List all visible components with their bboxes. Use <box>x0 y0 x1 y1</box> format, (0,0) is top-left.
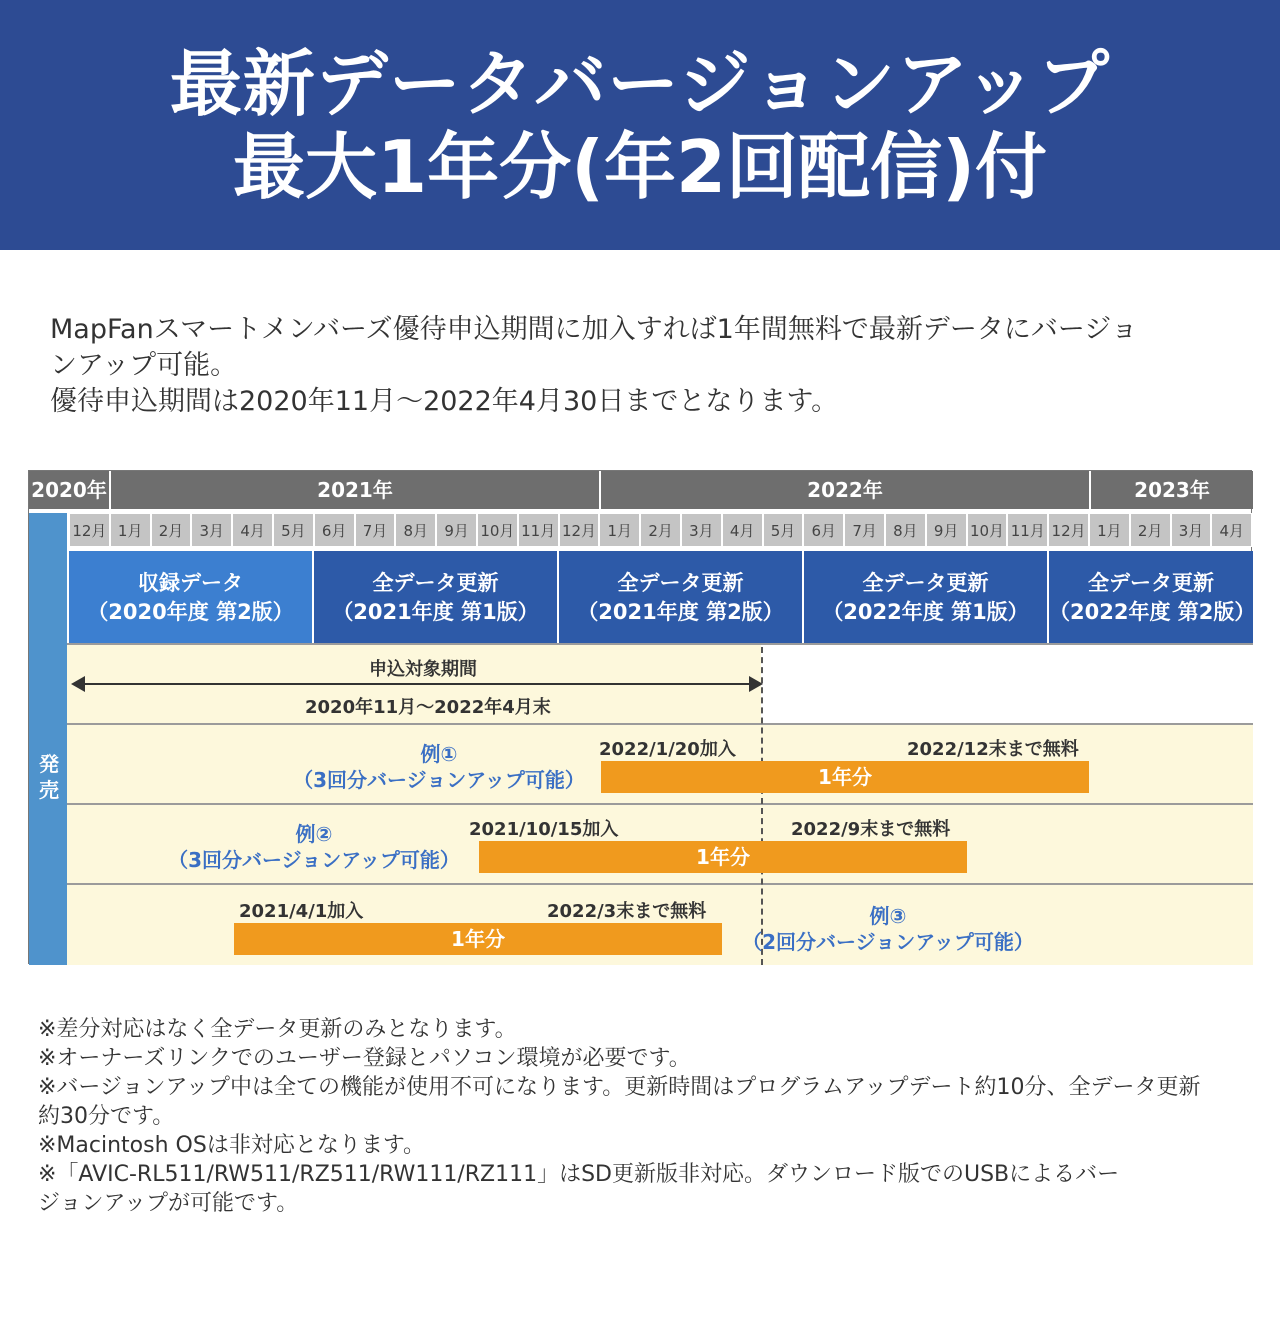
example-desc: （3回分バージョンアップ可能） <box>293 768 585 792</box>
note-line: ※差分対応はなく全データ更新のみとなります。 <box>38 1017 517 1042</box>
example-desc: （3回分バージョンアップ可能） <box>168 848 460 872</box>
release-block <box>69 551 314 643</box>
release-edition: （2022年度 第2版） <box>1049 600 1256 624</box>
year-cell: 2020年 <box>29 471 111 509</box>
intro-line: 優待申込期間は2020年11月～2022年4月30日までとなります。 <box>50 386 839 417</box>
release-block <box>314 551 559 643</box>
month-cell: 3月 <box>191 513 232 547</box>
month-cell: 12月 <box>1048 513 1089 547</box>
example-name: 例② <box>295 822 333 846</box>
example-start: 2022/1/20加入 <box>599 739 736 760</box>
month-cell: 11月 <box>1007 513 1048 547</box>
month-cell: 9月 <box>436 513 477 547</box>
period-bar: 1年分 <box>234 923 722 955</box>
month-cell: 2月 <box>151 513 192 547</box>
release-edition: （2022年度 第1版） <box>822 600 1029 624</box>
release-title: 全データ更新 <box>617 571 744 595</box>
month-cell: 11月 <box>518 513 559 547</box>
example-end: 2022/12末まで無料 <box>907 739 1079 760</box>
month-cell: 10月 <box>477 513 518 547</box>
month-cell: 7月 <box>844 513 885 547</box>
note-line: ※Macintosh OSは非対応となります。 <box>38 1133 426 1158</box>
timeline-diagram <box>28 470 1256 964</box>
intro-text <box>50 312 1230 420</box>
notes <box>38 1015 1248 1218</box>
month-cell: 1月 <box>599 513 640 547</box>
month-cell: 1月 <box>110 513 151 547</box>
release-title: 全データ更新 <box>1088 571 1214 595</box>
release-side-label <box>29 513 67 965</box>
note-line: ※オーナーズリンクでのユーザー登録とパソコン環境が必要です。 <box>38 1046 691 1071</box>
month-cell: 8月 <box>885 513 926 547</box>
title-banner <box>0 0 1280 250</box>
release-edition: （2021年度 第1版） <box>332 600 539 624</box>
release-title: 収録データ <box>138 571 243 595</box>
period-arrow <box>73 683 761 685</box>
month-cell: 6月 <box>314 513 355 547</box>
note-line: ※バージョンアップ中は全ての機能が使用不可になります。更新時間はプログラムアップデート約10分、全データ更新 <box>38 1075 1201 1100</box>
side-label-text: 発売 <box>39 752 59 802</box>
month-cell: 12月 <box>69 513 110 547</box>
note-line: 約30分です。 <box>38 1104 175 1129</box>
example-start: 2021/4/1加入 <box>239 901 364 922</box>
year-cell: 2023年 <box>1091 471 1253 509</box>
month-cell: 4月 <box>722 513 763 547</box>
year-cell: 2022年 <box>601 471 1091 509</box>
note-line: ジョンアップが可能です。 <box>38 1191 299 1216</box>
release-block <box>1049 551 1256 643</box>
period-bar: 1年分 <box>601 761 1089 793</box>
month-cell: 2月 <box>1130 513 1171 547</box>
release-title: 全データ更新 <box>372 571 499 595</box>
example-name: 例③ <box>869 904 907 928</box>
intro-line: MapFanスマートメンバーズ優待申込期間に加入すれば1年間無料で最新データにバージョ <box>50 314 1138 345</box>
example-desc: （2回分バージョンアップ可能） <box>742 930 1034 954</box>
month-cell: 3月 <box>681 513 722 547</box>
month-cell: 9月 <box>926 513 967 547</box>
note-line: ※「AVIC-RL511/RW511/RZ511/RW111/RZ111」はSD更新版非対応。ダウンロード版でのUSBによるバー <box>38 1162 1120 1187</box>
intro-line: ンアップ可能。 <box>50 350 238 381</box>
month-cell: 5月 <box>273 513 314 547</box>
period-title: 申込対象期間 <box>369 659 477 680</box>
month-cell: 12月 <box>559 513 600 547</box>
month-cell: 7月 <box>355 513 396 547</box>
banner-title-line2: 最大1年分(年2回配信)付 <box>232 125 1047 209</box>
year-cell: 2021年 <box>111 471 601 509</box>
release-edition: （2020年度 第2版） <box>87 600 294 624</box>
example-name: 例① <box>420 742 458 766</box>
month-cell: 6月 <box>803 513 844 547</box>
month-cell: 3月 <box>1171 513 1212 547</box>
month-cell: 4月 <box>232 513 273 547</box>
month-cell: 8月 <box>395 513 436 547</box>
release-block <box>559 551 804 643</box>
release-edition: （2021年度 第2版） <box>577 600 784 624</box>
release-block <box>804 551 1049 643</box>
banner-title-line1: 最新データバージョンアップ <box>169 42 1111 126</box>
month-cell: 5月 <box>763 513 804 547</box>
month-cell: 1月 <box>1089 513 1130 547</box>
month-cell: 4月 <box>1211 513 1252 547</box>
period-range: 2020年11月～2022年4月末 <box>305 697 551 718</box>
example-start: 2021/10/15加入 <box>469 819 619 840</box>
example-end: 2022/3末まで無料 <box>547 901 707 922</box>
month-cell: 2月 <box>640 513 681 547</box>
month-cell: 10月 <box>967 513 1008 547</box>
period-bar: 1年分 <box>479 841 967 873</box>
release-title: 全データ更新 <box>862 571 989 595</box>
example-end: 2022/9末まで無料 <box>791 819 951 840</box>
